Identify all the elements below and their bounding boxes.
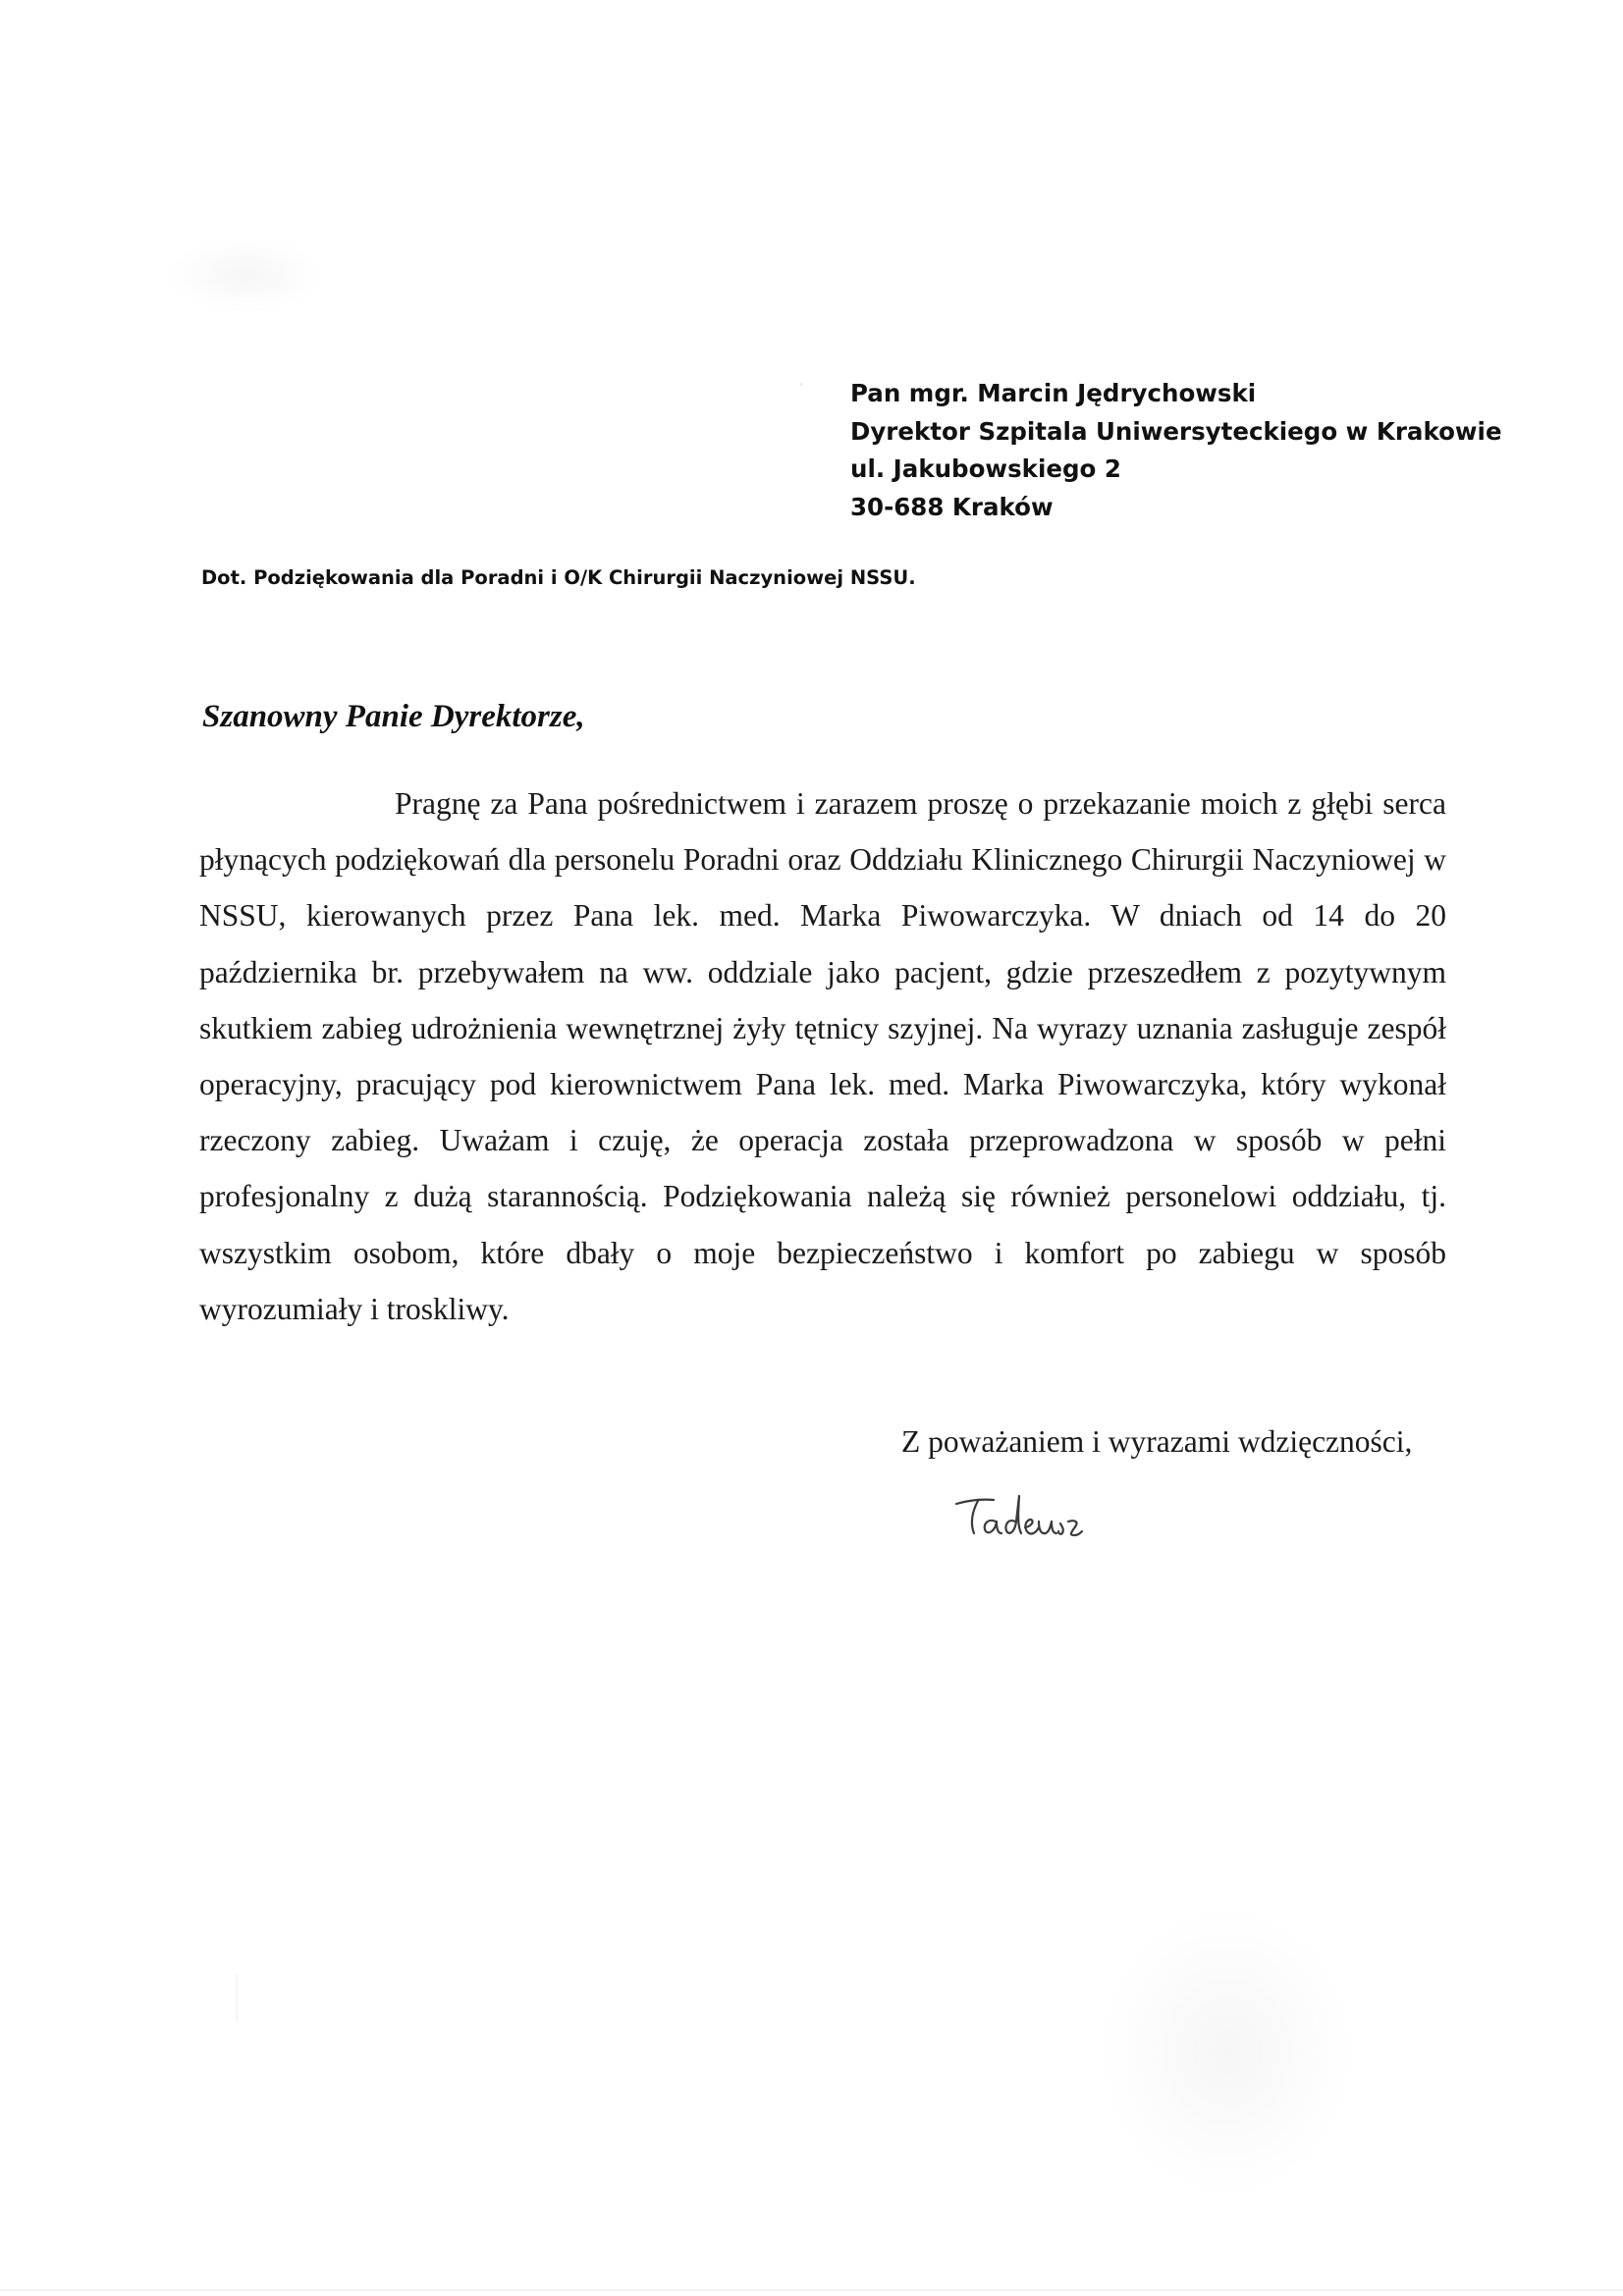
scan-mark [800,383,802,386]
letter-salutation: Szanowny Panie Dyrektorze, [202,699,585,734]
recipient-name: Pan mgr. Marcin Jędrychowski [850,379,1257,407]
recipient-city: 30-688 Kraków [850,492,1054,521]
letter-closing: Z poważaniem i wyrazami wdzięczności, [901,1424,1413,1459]
scan-mark [236,1973,238,2022]
handwritten-signature [952,1482,1109,1561]
recipient-address [850,375,1502,526]
letter-body: Pragnę za Pana pośrednictwem i zarazem proszę o przekazanie moich z głębi serca płynących podziękowań dla personelu Poradni oraz Oddziału Klinicznego Chirurgii Naczyniowej w NSSU, kierowanych przez Pana lek. med. Marka Piwowarczyka. W dniach od 14 do 20 października br. przebywałem na ww. oddziale jako pacjent, gdzie przeszedłem z pozytywnym skutkiem zabieg udrożnienia wewnętrznej żyły tętnicy szyjnej. Na wyrazy uznania zasługuje zespół operacyjny, pracujący pod kierownictwem Pana lek. med. Marka Piwowarczyka, który wykonał rzeczony zabieg. Uważam i czuję, że operacja została przeprowadzona w sposób w pełni profesjonalny z dużą starannością. Podziękowania należą się również personelowi oddziału, tj. wszystkim osobom, które dbały o moje bezpieczeństwo i komfort po zabiegu w sposób wyrozumiały i troskliwy. [199,786,1446,1326]
scan-smudge [1100,1904,1355,2199]
recipient-title: Dyrektor Szpitala Uniwersyteckiego w Krakowie [850,416,1502,446]
letter-subject: Dot. Podziękowania dla Poradni i O/K Chirurgii Naczyniowej NSSU. [201,566,916,589]
recipient-street: ul. Jakubowskiego 2 [850,454,1121,483]
scan-edge [0,2289,1623,2291]
scan-smudge [167,236,324,314]
